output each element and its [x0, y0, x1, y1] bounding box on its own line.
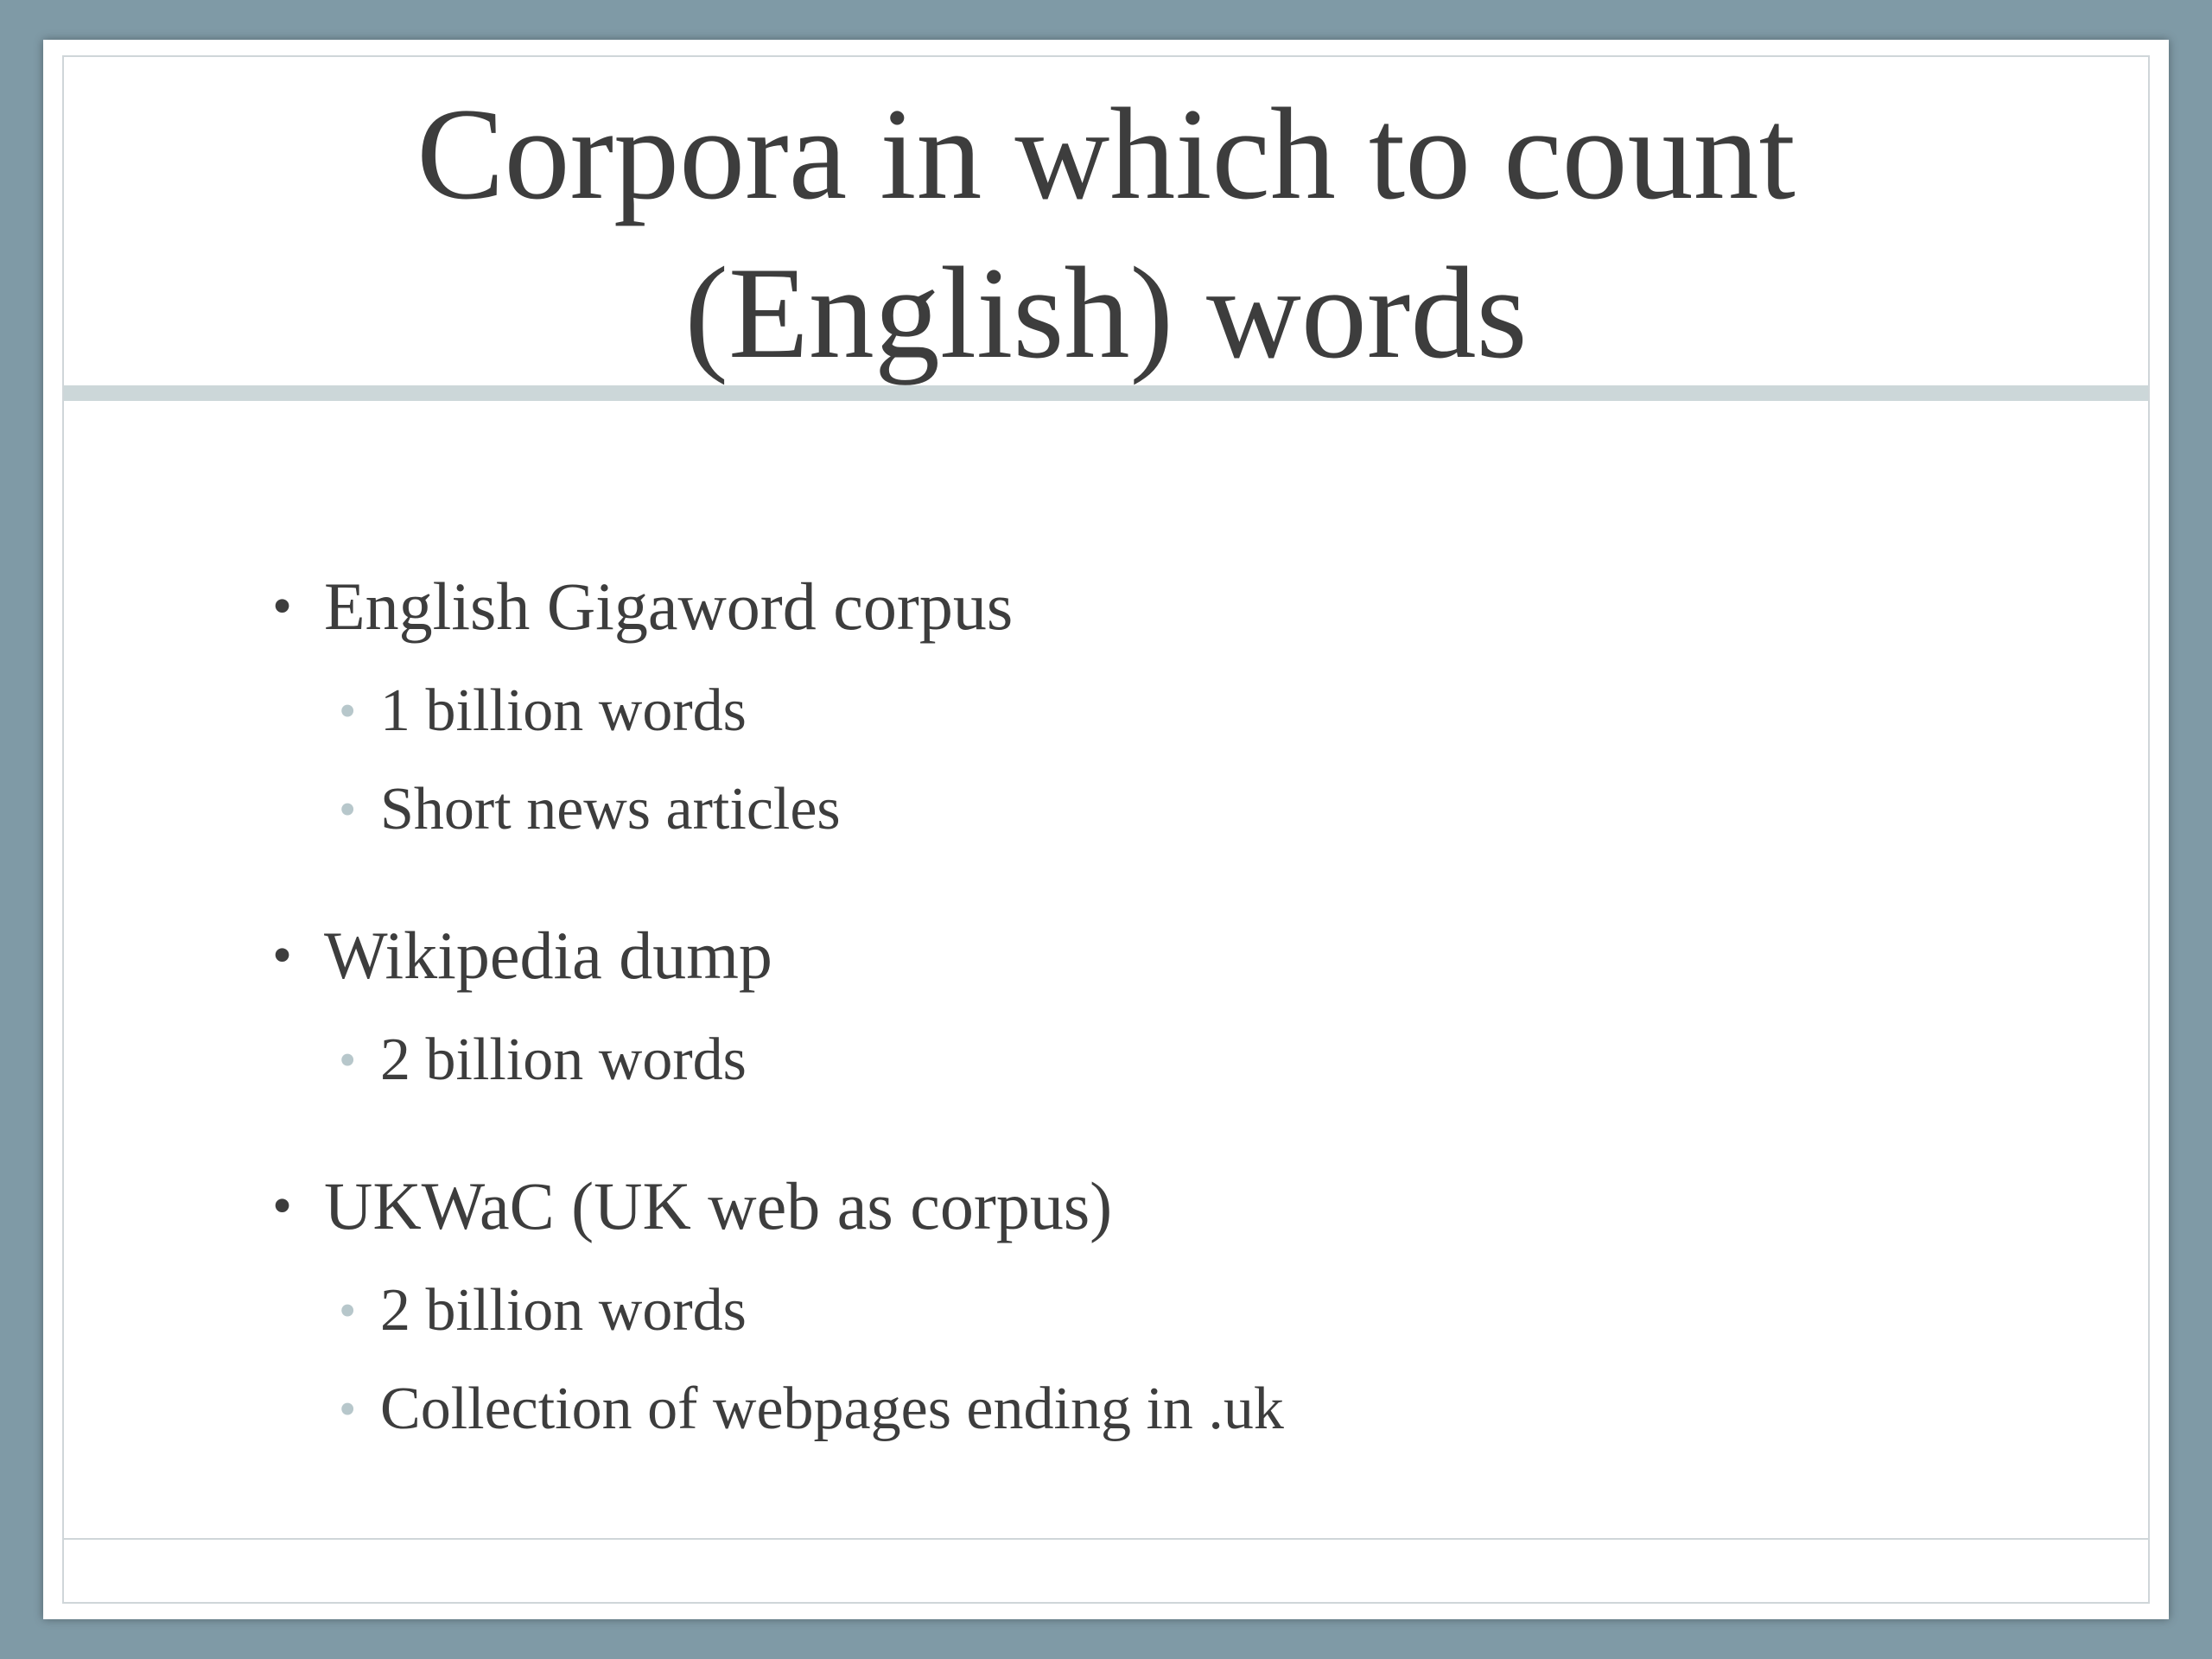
bullet-dot-icon: •: [272, 575, 293, 638]
slide-title-line-1: Corpora in which to count: [416, 81, 1796, 226]
bullet-text: Wikipedia dump: [324, 918, 772, 993]
slide-content: [43, 40, 2169, 1619]
sub-bullet-text: 2 billion words: [380, 1277, 747, 1344]
sub-bullet-item: [339, 1372, 1284, 1446]
bullet-dot-icon: •: [272, 924, 293, 987]
sub-bullet-item: [339, 674, 747, 748]
sub-bullet-text: Collection of webpages ending in .uk: [380, 1376, 1284, 1442]
sub-bullet-text: 2 billion words: [380, 1027, 747, 1093]
sub-bullet-item: [339, 1274, 747, 1348]
footer-divider: [64, 1538, 2148, 1540]
sub-bullet-dot-icon: •: [339, 1282, 357, 1338]
sub-bullet-dot-icon: •: [339, 781, 357, 837]
sub-bullet-dot-icon: •: [339, 1032, 357, 1088]
sub-bullet-item: [339, 1023, 747, 1097]
slide: [43, 40, 2169, 1619]
slide-title-line-2: (English) words: [684, 240, 1528, 385]
bullet-text: English Gigaword corpus: [324, 569, 1014, 644]
sub-bullet-dot-icon: •: [339, 683, 357, 739]
bullet-item: [272, 565, 1014, 648]
sub-bullet-text: Short news articles: [380, 776, 841, 842]
bullet-dot-icon: •: [272, 1174, 293, 1237]
sub-bullet-dot-icon: •: [339, 1381, 357, 1437]
bullet-item: [272, 914, 772, 997]
sub-bullet-text: 1 billion words: [380, 677, 747, 744]
sub-bullet-item: [339, 772, 841, 847]
bullet-text: UKWaC (UK web as corpus): [324, 1168, 1113, 1243]
bullet-item: [272, 1165, 1113, 1248]
